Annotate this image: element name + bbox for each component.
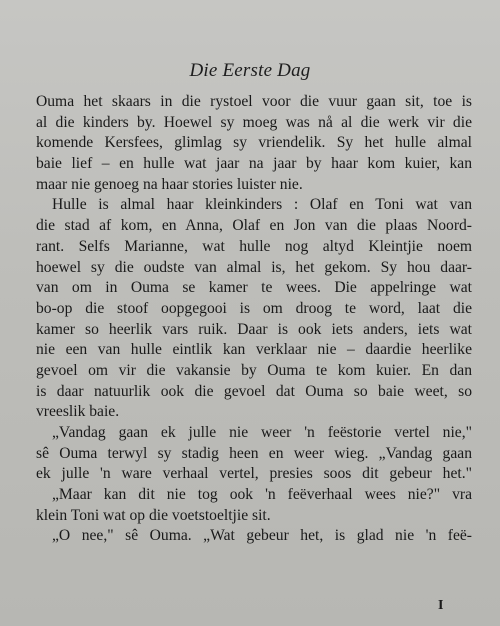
text-line: baie lief – en hulle wat jaar na jaar by haar kom kuier, kan <box>36 155 472 173</box>
text-line: nie een van hulle eintlik kan verklaar nie – daardie heerlike <box>36 341 472 359</box>
text-line: gevoel om vir die vakansie by Ouma te kom kuier. En dan <box>36 361 472 379</box>
text-line: vreeslik baie. <box>36 403 120 421</box>
text-line: sê Ouma terwyl sy stadig heen en weer wieg. „Vandag gaan <box>36 444 472 462</box>
text-line: klein Toni wat op die voetstoeltjie sit. <box>36 506 271 524</box>
text-line: kamer so heerlik vars ruik. Daar is ook iets anders, iets wat <box>36 320 472 338</box>
text-line: ek julle 'n ware verhaal vertel, presies soos dit gebeur het." <box>36 465 472 483</box>
text-line: Ouma het skaars in die rystoel voor die vuur gaan sit, toe is <box>36 93 472 110</box>
text-line: bo-op die stoof oopgegooi is om droog te word, laat die <box>36 299 472 317</box>
text-line: rant. Selfs Marianne, wat hulle nog altyd Kleintjie noem <box>36 237 472 255</box>
text-line: van om in Ouma se kamer te wees. Die appelringe wat <box>36 279 472 297</box>
chapter-title: Die Eerste Dag <box>189 60 311 81</box>
page-number: I <box>438 598 444 613</box>
text-line: komende Kersfees, glimlag sy vriendelik. Sy het hulle almal <box>36 134 472 152</box>
text-line: Hulle is almal haar kleinkinders : Olaf en Toni wat van <box>52 196 472 214</box>
body-text <box>36 92 472 547</box>
text-line: „Maar kan dit nie tog ook 'n feëverhaal wees nie?" vra <box>52 486 472 504</box>
text-line: is daar natuurlik ook die gevoel dat Ouma so baie weet, so <box>36 382 472 400</box>
text-line: die stad af kom, en Anna, Olaf en Jon van die plaas Noord- <box>36 217 472 235</box>
text-line: „Vandag gaan ek julle nie weer 'n feëstorie vertel nie," <box>52 424 472 441</box>
text-line: hoewel sy die oudste van almal is, het gekom. Sy hou daar- <box>36 258 472 276</box>
text-line: al die kinders by. Hoewel sy moeg was nå al die werk vir die <box>36 113 472 131</box>
text-line: „O nee," sê Ouma. „Wat gebeur het, is glad nie 'n feë- <box>52 527 472 545</box>
text-line: maar nie genoeg na haar stories luister nie. <box>36 175 303 193</box>
